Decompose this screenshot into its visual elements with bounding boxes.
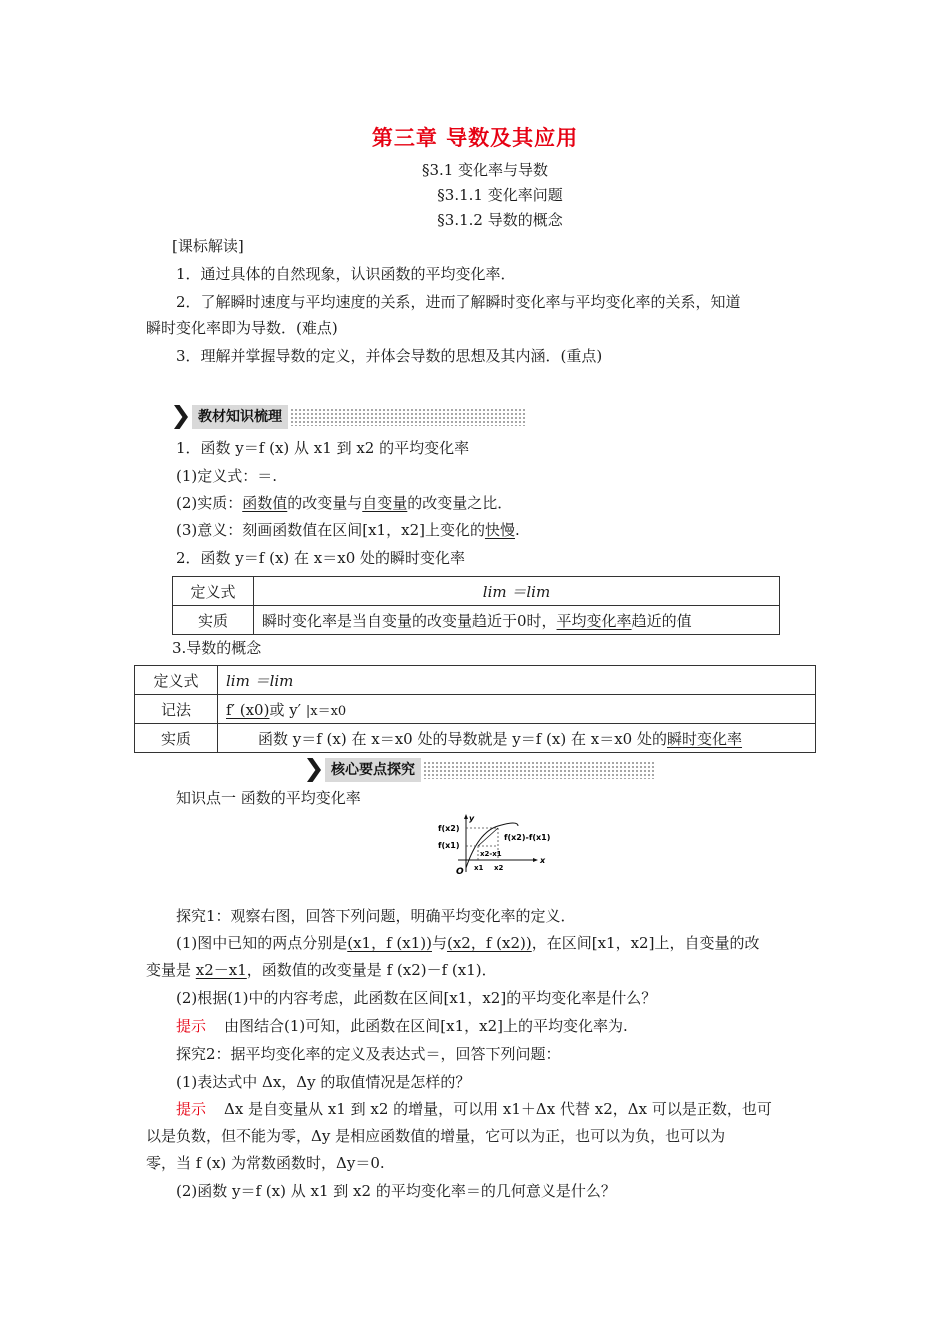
essence-prefix: (2)实质： [176,494,243,512]
blank-independent-variable: 自变量 [362,494,408,512]
table-cell-label: 定义式 [135,666,218,695]
banner-arrow-icon [307,758,321,782]
section-banner-textbook-review [174,405,526,429]
section-heading-3-1-2: §3.1.2 导数的概念 [437,211,563,229]
definition-formula-line: (1)定义式：＝. [176,467,278,485]
exploration-2-q1: (1)表达式中 Δx，Δy 的取值情况是怎样的？ [176,1073,471,1091]
table-cell-formula: lim ＝lim [218,666,816,695]
curriculum-heading: [课标解读] [172,237,244,255]
knowledge-point-1: 知识点一 函数的平均变化率 [176,789,361,807]
table-row [135,724,816,753]
instantaneous-rate-table [172,576,780,635]
derivative-concept-table [134,665,816,753]
blank-speed: 快慢 [484,521,515,539]
banner-dots [290,408,526,426]
curriculum-item-1: 1．通过具体的自然现象，认识函数的平均变化率． [176,265,516,283]
exploration-2-hint-line-1 [176,1099,772,1119]
cell-text: 函数 y＝f (x) 在 x＝x0 处的导数就是 y＝f (x) 在 x＝x0 处的 [258,729,667,748]
curriculum-item-2-line-2: 瞬时变化率即为导数．(难点) [146,319,338,337]
knowledge-item-3: 3.导数的概念 [172,639,262,657]
knowledge-item-1: 1．函数 y＝f (x) 从 x1 到 x2 的平均变化率 [176,439,470,457]
table-cell-label: 定义式 [173,577,254,606]
q1-l2-text: 变量是 [146,961,196,979]
label-dx: x2-x1 [480,850,502,858]
q1-text: (1)图中已知的两点分别是 [176,934,348,952]
table-cell-notation [218,695,816,724]
label-x2: x2 [494,864,504,872]
section-banner-core-points [307,758,655,782]
exploration-2: 探究2：据平均变化率的定义及表达式＝，回答下列问题： [176,1045,561,1063]
table-row [135,666,816,695]
blank-notation: f′ (x0) [226,700,270,719]
table-cell-label: 实质 [173,606,254,635]
q1-l2-text-end: ，函数值的改变量是 f (x2)－f (x1)． [246,961,497,979]
function-curve [466,823,518,868]
blank-dx: x2－x1 [195,961,247,979]
hint-text: 由图结合(1)可知，此函数在区间[x1，x2]上的平均变化率为. [224,1017,628,1035]
blank-point-2: (x2，f (x2)) [447,934,532,952]
hint-text: Δx 是自变量从 x1 到 x2 的增量，可以用 x1＋Δx 代替 x2，Δx 可以是正数，也可 [224,1100,772,1118]
table-cell-content [218,724,816,753]
blank-function-value: 函数值 [242,494,288,512]
exploration-1: 探究1：观察右图，回答下列问题，明确平均变化率的定义． [176,907,576,925]
notation-subscript: |x＝x0 [305,703,347,719]
label-x: x [540,856,546,865]
meaning-end: . [514,521,520,539]
label-x1: x1 [474,864,484,872]
meaning-prefix: (3)意义：刻画函数值在区间[x1，x2]上变化的 [176,521,485,539]
blank-point-1: (x1，f (x1)) [347,934,432,952]
y-axis-arrow-icon [464,814,468,819]
label-fx1: f(x1) [438,841,460,850]
hint-label: 提示 [176,1100,207,1118]
exploration-1-q1-line-1 [176,933,759,953]
exploration-1-q2: (2)根据(1)中的内容考虑，此函数在区间[x1，x2]的平均变化率是什么？ [176,989,657,1007]
table-cell-content [254,606,780,635]
section-heading-3-1-1: §3.1.1 变化率问题 [437,186,563,204]
essence-line [176,493,512,513]
banner-dots [423,761,655,779]
q1-text-end: ，在区间[x1，x2]上，自变量的改 [531,934,760,952]
x-axis-arrow-icon [533,858,538,862]
banner-label: 核心要点探究 [325,758,421,782]
table-cell-label: 实质 [135,724,218,753]
essence-mid: 的改变量与 [287,494,363,512]
curriculum-item-3: 3．理解并掌握导数的定义，并体会导数的思想及其内涵．(重点) [176,347,603,365]
chapter-title: 第三章 导数及其应用 [371,126,579,150]
q1-and: 与 [431,934,447,952]
exploration-1-q1-line-2 [146,960,497,980]
notation-or: 或 y′ [269,700,306,719]
exploration-2-q2: (2)函数 y＝f (x) 从 x1 到 x2 的平均变化率＝的几何意义是什么？ [176,1182,616,1200]
label-origin: O [456,867,464,877]
meaning-line [176,520,520,540]
table-row [135,695,816,724]
label-y: y [469,814,475,823]
curriculum-item-2-line-1: 2．了解瞬时速度与平均速度的关系，进而了解瞬时变化率与平均变化率的关系，知道 [176,293,741,311]
banner-label: 教材知识梳理 [192,405,288,429]
table-cell-formula: lim ＝lim [254,577,780,606]
table-cell-label: 记法 [135,695,218,724]
blank-average-rate: 平均变化率 [556,611,632,630]
essence-end: 的改变量之比． [407,494,513,512]
exploration-1-hint [176,1016,628,1036]
section-heading-3-1: §3.1 变化率与导数 [421,161,549,179]
knowledge-item-2: 2．函数 y＝f (x) 在 x＝x0 处的瞬时变化率 [176,549,466,567]
blank-instantaneous-rate: 瞬时变化率 [667,729,743,748]
cell-text-end: 趋近的值 [631,611,692,630]
label-dy: f(x2)-f(x1) [504,833,551,842]
exploration-2-hint-line-3: 零，当 f (x) 为常数函数时，Δy＝0. [146,1154,385,1172]
average-rate-graph [436,812,576,884]
exploration-2-hint-line-2: 以是负数，但不能为零，Δy 是相应函数值的增量，它可以为正，也可以为负，也可以为 [146,1127,726,1145]
cell-text: 瞬时变化率是当自变量的改变量趋近于0时， [262,611,557,630]
hint-label: 提示 [176,1017,207,1035]
table-row [173,577,780,606]
label-fx2: f(x2) [438,824,460,833]
table-row [173,606,780,635]
banner-arrow-icon [174,405,188,429]
